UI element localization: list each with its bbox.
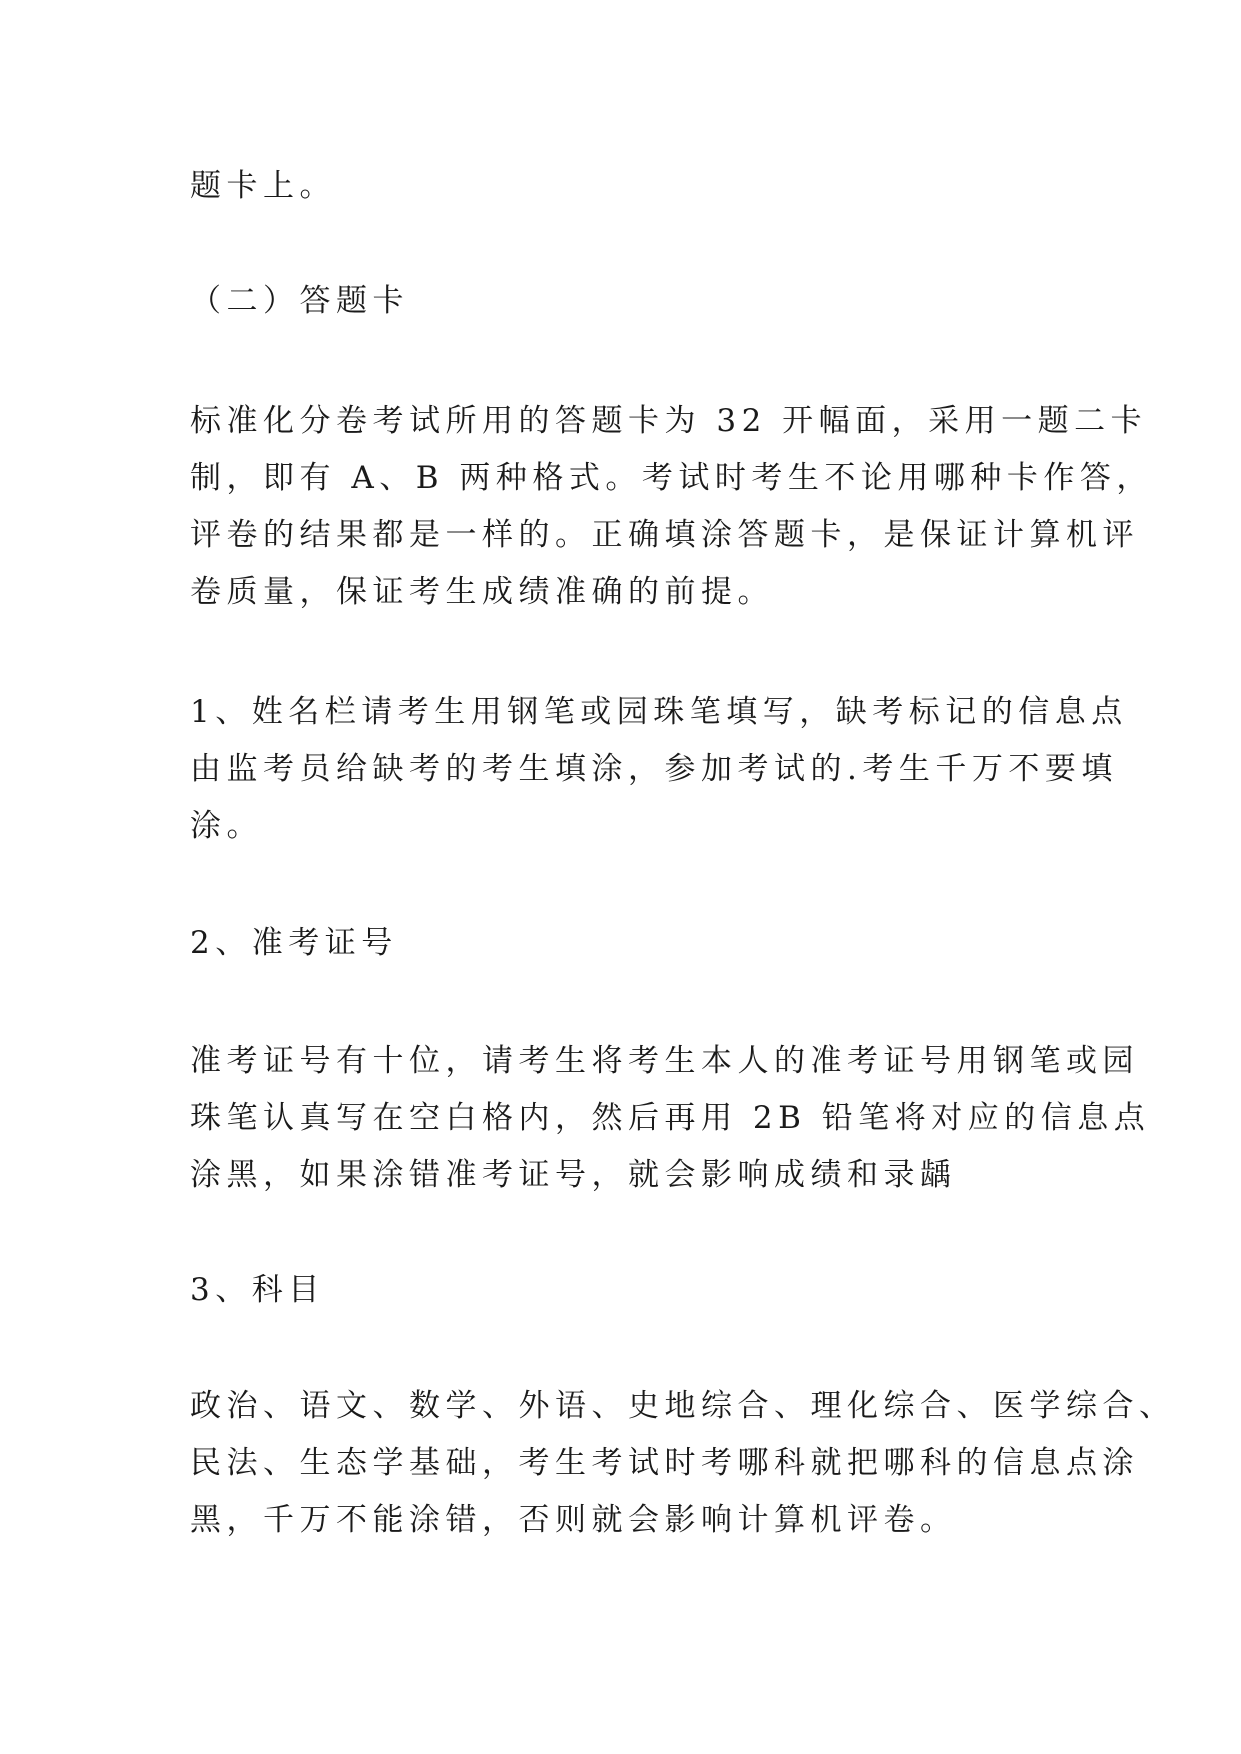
- text-line: 珠笔认真写在空白格内，然后再用 2B 铅笔将对应的信息点: [190, 1100, 1151, 1136]
- paragraph-subjects: [190, 1378, 1176, 1549]
- item-heading-2-exam-number: [190, 915, 1060, 972]
- item-heading-3-subject: [190, 1262, 1060, 1319]
- paragraph-answer-card-intro: [190, 393, 1153, 621]
- text-line: 制，即有 A、B 两种格式。考试时考生不论用哪种卡作答，: [190, 460, 1153, 496]
- text-line: 政治、语文、数学、外语、史地综合、理化综合、医学综合、: [190, 1388, 1176, 1424]
- text-line: 准考证号有十位，请考生将考生本人的准考证号用钢笔或园: [190, 1043, 1139, 1079]
- paragraph-exam-number: [190, 1033, 1151, 1204]
- text-line: 涂黑，如果涂错准考证号，就会影响成绩和录龋: [190, 1157, 957, 1193]
- heading-text: 3、科目: [190, 1272, 325, 1308]
- section-heading-answer-card: [190, 273, 1060, 330]
- text-line: 由监考员给缺考的考生填涂，参加考试的.考生千万不要填: [190, 751, 1118, 787]
- text-line: 黑，千万不能涂错，否则就会影响计算机评卷。: [190, 1502, 957, 1538]
- text-line: 卷质量，保证考生成绩准确的前提。: [190, 574, 774, 610]
- heading-text: （二）答题卡: [190, 283, 409, 319]
- paragraph-continuation: [190, 158, 1060, 215]
- text-line: 民法、生态学基础，考生考试时考哪科就把哪科的信息点涂: [190, 1445, 1139, 1481]
- text-line: 题卡上。: [190, 168, 336, 204]
- text-line: 1、姓名栏请考生用钢笔或园珠笔填写，缺考标记的信息点: [190, 694, 1128, 730]
- text-line: 标准化分卷考试所用的答题卡为 32 开幅面，采用一题二卡: [190, 403, 1148, 439]
- heading-text: 2、准考证号: [190, 925, 398, 961]
- paragraph-item-1-name-field: [190, 684, 1128, 855]
- text-line: 评卷的结果都是一样的。正确填涂答题卡，是保证计算机评: [190, 517, 1139, 553]
- text-line: 涂。: [190, 808, 263, 844]
